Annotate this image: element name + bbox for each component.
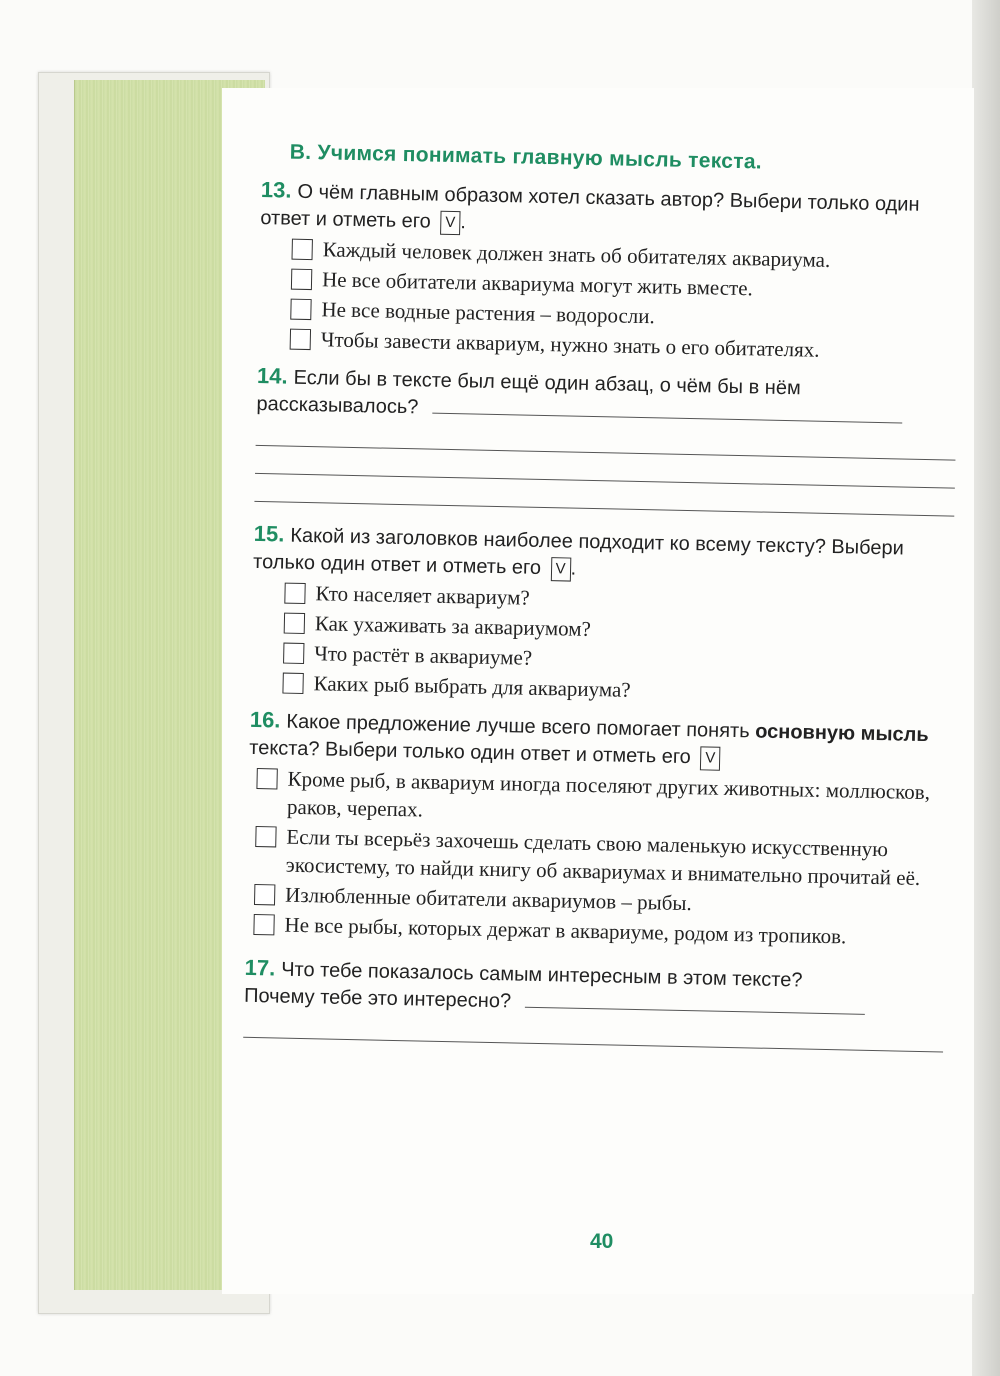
- option-text: Чтобы завести аквариум, нужно знать о его обитателях.: [320, 327, 820, 362]
- checkbox[interactable]: [282, 673, 303, 694]
- checkbox[interactable]: [256, 768, 277, 789]
- option-text: Кроме рыб, в аквариум иногда поселяют других животных: моллюсков, раков, черепах.: [286, 766, 931, 822]
- option-text: Не все водные растения – водоросли.: [321, 297, 656, 329]
- check-mark-sample: V: [550, 557, 570, 581]
- question-13-prompt: О чём главным образом хотел сказать автор? Выбери только один ответ и отметь его: [260, 180, 920, 233]
- option-text: Каких рыб выбрать для аквариума?: [313, 671, 631, 702]
- answer-line[interactable]: [432, 397, 902, 424]
- option-text: Не все рыбы, которых держат в аквариуме, родом из тропиков.: [284, 912, 847, 949]
- page-content: [243, 140, 962, 1062]
- checkbox[interactable]: [290, 299, 311, 320]
- question-17: [243, 954, 945, 1053]
- question-13-number: 13.: [260, 176, 292, 203]
- checkbox[interactable]: [291, 269, 312, 290]
- question-16: [245, 706, 950, 953]
- question-14-prompt: Если бы в тексте был ещё один абзац, о чём бы в нём рассказывалось?: [256, 366, 801, 419]
- question-15: [250, 520, 954, 711]
- mark-suffix: .: [570, 557, 577, 580]
- checkbox[interactable]: [284, 583, 305, 604]
- question-15-prompt: Какой из заголовков наиболее подходит ко всему тексту? Выбери только один ответ и отметь его: [252, 524, 904, 579]
- question-16-number: 16.: [249, 706, 281, 733]
- question-16-prompt: Какое предложение лучше всего помогает понять: [286, 710, 750, 743]
- option-text: Кто населяет аквариум?: [315, 581, 530, 610]
- checkbox[interactable]: [253, 914, 274, 935]
- question-17-prompt: Что тебе показалось самым интересным в этом тексте?: [280, 958, 803, 992]
- checkbox[interactable]: [254, 884, 275, 905]
- check-mark-sample: V: [700, 746, 720, 770]
- checkbox[interactable]: [290, 329, 311, 350]
- question-16-prompt-end: текста? Выбери только один ответ и отметь его: [249, 736, 692, 769]
- page-number: 40: [590, 1230, 614, 1253]
- answer-line[interactable]: [525, 991, 865, 1015]
- checkbox[interactable]: [283, 643, 304, 664]
- option-text: Излюбленные обитатели аквариумов – рыбы.: [284, 882, 693, 916]
- check-mark-sample: V: [440, 210, 460, 234]
- question-15-number: 15.: [253, 520, 285, 547]
- option-text: Как ухаживать за аквариумом?: [314, 611, 592, 641]
- checkbox[interactable]: [255, 826, 276, 847]
- option-text: Что растёт в аквариуме?: [314, 641, 533, 670]
- checkbox[interactable]: [284, 613, 305, 634]
- question-14-number: 14.: [256, 362, 288, 389]
- option-text: Если ты всерьёз захочешь сделать свою маленькую искусственную экосистему, то найди книгу об аквариумах и внимательно прочитай её.: [285, 824, 921, 890]
- checkbox[interactable]: [292, 239, 313, 260]
- question-17-prompt-line2: Почему тебе это интересно?: [243, 984, 512, 1013]
- question-16-emphasis: основную мысль: [754, 720, 929, 747]
- mark-suffix: .: [460, 211, 467, 234]
- question-13: [258, 176, 962, 367]
- option-text: Каждый человек должен знать об обитателях аквариума.: [322, 237, 831, 272]
- option-text: Не все обитатели аквариума могут жить вместе.: [321, 267, 754, 301]
- section-heading: В. Учимся понимать главную мысль текста.: [289, 140, 763, 174]
- question-14: [254, 362, 957, 517]
- question-17-number: 17.: [244, 954, 276, 981]
- book-edge: [972, 0, 1000, 1376]
